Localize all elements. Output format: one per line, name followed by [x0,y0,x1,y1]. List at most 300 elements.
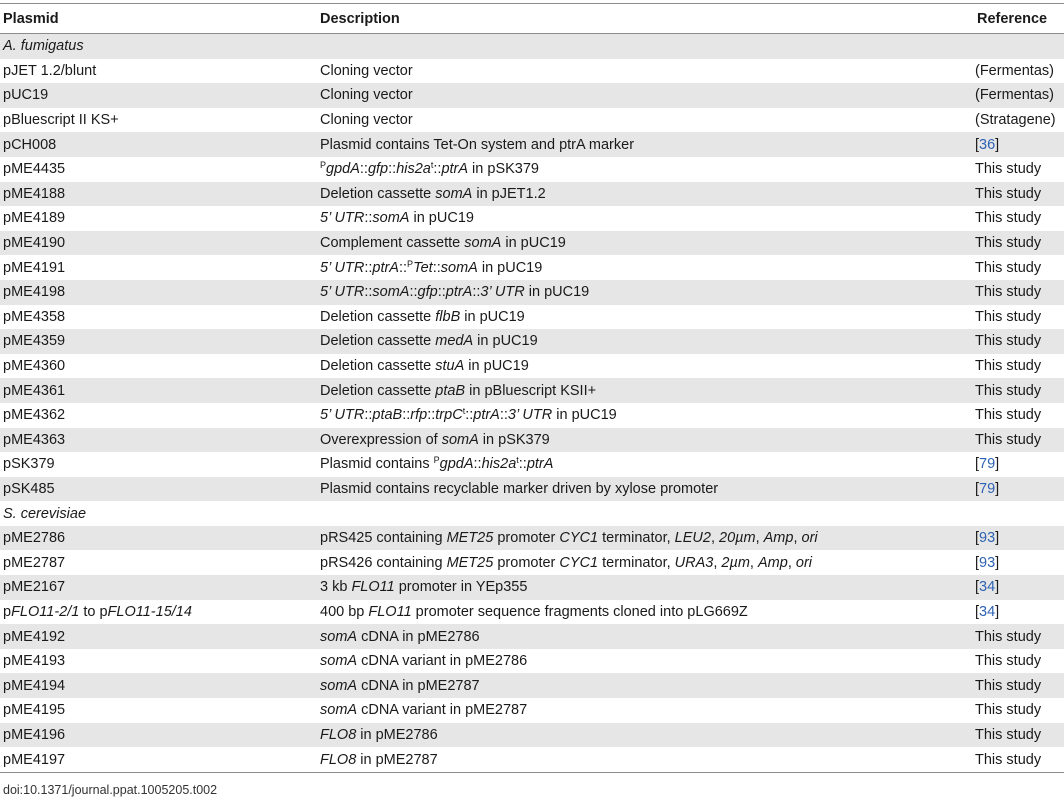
superscript: P [433,455,440,466]
description-cell [320,604,975,620]
text: pME4198 [3,284,66,301]
text: This study [975,628,1042,645]
description-cell [320,333,975,349]
reference-cell [975,358,1064,374]
text: This study [975,726,1042,743]
text: Cloning vector [320,62,413,79]
text: in pUC19 [464,358,529,375]
table-row [0,550,1064,575]
text: :: [398,259,408,276]
text: :: [388,161,397,178]
plasmid-cell [0,284,320,300]
text: pME2167 [3,579,66,596]
text: ] [995,136,1000,153]
description-cell [320,210,975,226]
text: in pUC19 [524,284,590,301]
text: in pUC19 [501,235,566,252]
table-row [0,575,1064,600]
table-row [0,108,1064,133]
reference-cell [975,383,1064,399]
text: ] [995,480,1000,497]
reference-link[interactable]: 93 [979,554,996,571]
description-cell [320,456,975,472]
table-row [0,526,1064,551]
reference-cell [975,604,1064,620]
plasmid-cell [0,579,320,595]
header-plasmid: Plasmid [3,10,59,27]
description-cell [320,137,975,153]
reference-cell [975,186,1064,202]
superscript: P [407,258,414,269]
reference-cell [975,161,1064,177]
text: pME4196 [3,726,66,743]
text: :: [499,407,508,424]
text: , [713,554,722,571]
plasmid-cell [0,137,320,153]
doi-caption: doi:10.1371/journal.ppat.1005205.t002 [3,783,218,797]
text: (Stratagene) [975,112,1056,129]
text: This study [975,235,1042,252]
italic-text: somA [320,677,358,694]
reference-cell [975,579,1064,595]
plasmid-cell [0,506,320,522]
text: pME4358 [3,308,66,325]
table-row [0,452,1064,477]
description-cell [320,383,975,399]
reference-cell [975,235,1064,251]
italic-text: somA [441,431,479,448]
description-cell [320,309,975,325]
table-row [0,354,1064,379]
italic-text: 5’ UTR [320,407,365,424]
description-cell [320,727,975,743]
text: terminator, [598,530,675,547]
plasmid-cell [0,481,320,497]
reference-cell [975,702,1064,718]
plasmid-cell [0,235,320,251]
text: :: [432,259,441,276]
reference-cell [975,210,1064,226]
text: This study [975,751,1042,768]
italic-text: somA [464,235,502,252]
table-header-row [0,4,1064,34]
text: pME4194 [3,677,66,694]
italic-text: MET25 [446,530,494,547]
table-row [0,477,1064,502]
italic-text: somA [320,702,358,719]
text: , [755,530,764,547]
reference-cell [975,752,1064,768]
text: ] [995,530,1000,547]
reference-link[interactable]: 34 [979,579,996,596]
table-row [0,132,1064,157]
text: cDNA variant in pME2787 [357,702,528,719]
plasmid-cell [0,432,320,448]
text: in pSK379 [468,161,539,178]
text: [ [975,480,980,497]
italic-text: somA [372,210,410,227]
italic-text: ptrA [473,407,500,424]
text: This study [975,702,1042,719]
plasmid-cell [0,727,320,743]
text: pJET 1.2/blunt [3,62,97,79]
text: pME2787 [3,554,66,571]
text: pCH008 [3,136,57,153]
text: in pME2787 [356,751,438,768]
text: Complement cassette [320,235,465,252]
italic-text: somA [440,259,478,276]
text: Deletion cassette [320,308,436,325]
text: Cloning vector [320,112,413,129]
plasmid-cell [0,38,320,54]
description-cell [320,752,975,768]
text: :: [472,284,481,301]
text: promoter in YEp355 [394,579,528,596]
italic-text: gfp [367,161,389,178]
table-row [0,600,1064,625]
text: Deletion cassette [320,185,436,202]
description-cell [320,87,975,103]
text: :: [402,407,411,424]
text: :: [364,259,373,276]
header-description: Description [320,10,400,27]
text: This study [975,382,1042,399]
plasmid-cell [0,407,320,423]
text: This study [975,677,1042,694]
reference-link[interactable]: 36 [979,136,996,153]
text: pBluescript II KS+ [3,112,119,129]
table-body [0,34,1064,772]
reference-cell [975,407,1064,423]
text: (Fermentas) [975,62,1054,79]
reference-cell [975,137,1064,153]
text: :: [465,407,474,424]
reference-cell [975,555,1064,571]
description-cell [320,284,975,300]
text: Overexpression of [320,431,442,448]
plasmid-cell [0,752,320,768]
table-row [0,231,1064,256]
text: pME4359 [3,333,66,350]
text: This study [975,259,1042,276]
text: cDNA in pME2786 [357,628,480,645]
text: :: [409,284,418,301]
text: [ [975,579,980,596]
table-row [0,649,1064,674]
text: promoter [493,554,560,571]
plasmid-cell [0,358,320,374]
table-row [0,698,1064,723]
description-cell [320,629,975,645]
table-row [0,206,1064,231]
italic-text: somA [320,653,358,670]
table-row [0,255,1064,280]
text: This study [975,284,1042,301]
description-cell [320,161,975,177]
text: pME4361 [3,382,66,399]
plasmid-cell [0,604,320,620]
reference-cell [975,87,1064,103]
text: pME4435 [3,161,66,178]
table-row [0,673,1064,698]
italic-text: 5’ UTR [320,284,365,301]
superscript: P [320,160,327,171]
italic-text: trpC [435,407,463,424]
text: Cloning vector [320,87,413,104]
italic-text: medA [435,333,474,350]
italic-text: FLO11-15/14 [107,603,192,620]
text: promoter sequence fragments cloned into pLG669Z [411,603,748,620]
italic-text: Amp [763,530,794,547]
reference-cell [975,456,1064,472]
plasmid-cell [0,383,320,399]
text: This study [975,210,1042,227]
plasmid-cell [0,260,320,276]
reference-cell [975,653,1064,669]
reference-link[interactable]: 79 [979,456,996,473]
text: :: [364,284,373,301]
text: promoter [493,530,560,547]
italic-text: gpdA [326,161,360,178]
italic-text: somA [320,628,358,645]
reference-cell [975,112,1064,128]
plasmid-cell [0,309,320,325]
italic-text: 2µm [721,554,750,571]
description-cell [320,358,975,374]
text: cDNA in pME2787 [357,677,480,694]
italic-text: ptrA [372,259,399,276]
italic-text: his2a [481,456,517,473]
reference-cell [975,530,1064,546]
text: pME4193 [3,653,66,670]
italic-text: gpdA [439,456,474,473]
reference-link[interactable]: 93 [979,530,996,547]
table-row [0,723,1064,748]
table-row [0,305,1064,330]
text: [ [975,554,980,571]
text: to p [79,603,108,620]
text: pME4195 [3,702,66,719]
plasmid-cell [0,87,320,103]
italic-text: URA3 [674,554,714,571]
text: in pUC19 [460,308,525,325]
text: pUC19 [3,87,49,104]
italic-text: CYC1 [559,530,599,547]
text: ] [995,456,1000,473]
italic-text: gfp [417,284,438,301]
italic-text: ptrA [445,284,473,301]
text: in pJET1.2 [472,185,546,202]
table-row [0,157,1064,182]
description-cell [320,481,975,497]
reference-cell [975,284,1064,300]
description-cell [320,260,975,276]
italic-text: S. cerevisiae [3,505,87,522]
italic-text: somA [435,185,473,202]
plasmid-cell [0,112,320,128]
text: pME4188 [3,185,66,202]
italic-text: A. fumigatus [3,38,84,55]
text: [ [975,530,980,547]
italic-text: FLO11 [368,603,412,620]
text: pSK379 [3,456,55,473]
italic-text: MET25 [446,554,494,571]
italic-text: FLO8 [320,751,357,768]
plasmid-cell [0,210,320,226]
italic-text: FLO11-2/1 [11,603,80,620]
italic-text: FLO11 [351,579,395,596]
text: :: [359,161,368,178]
text: Plasmid contains recyclable marker driven by xylose promoter [320,480,719,497]
description-cell [320,702,975,718]
italic-text: 3’ UTR [507,407,553,424]
plasmid-cell [0,456,320,472]
italic-text: 5’ UTR [320,210,365,227]
plasmid-cell [0,555,320,571]
reference-cell [975,260,1064,276]
reference-cell [975,432,1064,448]
text: This study [975,185,1042,202]
plasmid-cell [0,702,320,718]
text: This study [975,407,1042,424]
description-cell [320,112,975,128]
table-row [0,403,1064,428]
plasmid-cell [0,629,320,645]
text: in pUC19 [552,407,617,424]
text: This study [975,308,1042,325]
plasmid-table [0,3,1064,773]
text: in pUC19 [409,210,474,227]
description-cell [320,407,975,423]
text: terminator, [598,554,675,571]
plasmid-cell [0,678,320,694]
text: :: [473,456,482,473]
reference-cell [975,333,1064,349]
text: This study [975,358,1042,375]
reference-cell [975,629,1064,645]
description-cell [320,63,975,79]
text: pME4362 [3,407,66,424]
text: pME4190 [3,235,66,252]
italic-text: 20µm [719,530,756,547]
text: This study [975,333,1042,350]
italic-text: his2a [396,161,431,178]
text: Deletion cassette [320,333,436,350]
text: in pSK379 [478,431,550,448]
text: ] [995,603,1000,620]
plasmid-cell [0,530,320,546]
description-cell [320,186,975,202]
text: pME4360 [3,358,66,375]
text: 3 kb [320,579,352,596]
plasmid-cell [0,333,320,349]
section-row [0,34,1064,59]
text: Plasmid contains [320,456,434,473]
text: ] [995,579,1000,596]
text: Deletion cassette [320,382,436,399]
table-row [0,428,1064,453]
text: [ [975,456,980,473]
text: pME4363 [3,431,66,448]
text: in pBluescript KSII+ [465,382,597,399]
text: (Fermentas) [975,87,1054,104]
reference-link[interactable]: 79 [979,480,996,497]
header-reference: Reference [977,10,1048,27]
text: , [787,554,796,571]
text: :: [364,210,373,227]
italic-text: 5’ UTR [320,259,365,276]
italic-text: ptaB [372,407,403,424]
text: This study [975,161,1042,178]
text: pME4189 [3,210,66,227]
superscript: t [462,406,466,417]
table-row [0,747,1064,772]
table-row [0,280,1064,305]
text: cDNA variant in pME2786 [357,653,528,670]
text: ] [995,554,1000,571]
plasmid-cell [0,63,320,79]
text: :: [433,161,442,178]
reference-link[interactable]: 34 [979,603,996,620]
plasmid-cell [0,653,320,669]
section-row [0,501,1064,526]
description-cell [320,235,975,251]
table-row [0,624,1064,649]
description-cell [320,555,975,571]
text: , [749,554,758,571]
text: :: [437,284,446,301]
text: pME4191 [3,259,66,276]
description-cell [320,579,975,595]
table-row [0,182,1064,207]
reference-cell [975,309,1064,325]
italic-text: FLO8 [320,726,357,743]
text: Plasmid contains Tet-On system and ptrA marker [320,136,635,153]
table-row [0,59,1064,84]
text: :: [364,407,373,424]
text: 400 bp [320,603,369,620]
text: in pUC19 [473,333,538,350]
table-row [0,329,1064,354]
italic-text: ptaB [435,382,466,399]
text: :: [518,456,527,473]
description-cell [320,653,975,669]
superscript: t [516,455,519,466]
text: in pUC19 [477,259,543,276]
text: pME4192 [3,628,66,645]
reference-cell [975,63,1064,79]
italic-text: flbB [435,308,461,325]
table-row [0,378,1064,403]
reference-cell [975,481,1064,497]
description-cell [320,530,975,546]
italic-text: Tet [413,259,433,276]
italic-text: ptrA [526,456,554,473]
italic-text: Amp [757,554,788,571]
text: pME4197 [3,751,66,768]
italic-text: 3’ UTR [480,284,525,301]
text: p [3,603,12,620]
italic-text: stuA [435,358,465,375]
text: pRS426 containing [320,554,447,571]
description-cell [320,432,975,448]
text: pSK485 [3,480,55,497]
italic-text: ori [801,530,818,547]
superscript: t [430,160,434,171]
text: This study [975,653,1042,670]
plasmid-cell [0,186,320,202]
text: , [710,530,720,547]
